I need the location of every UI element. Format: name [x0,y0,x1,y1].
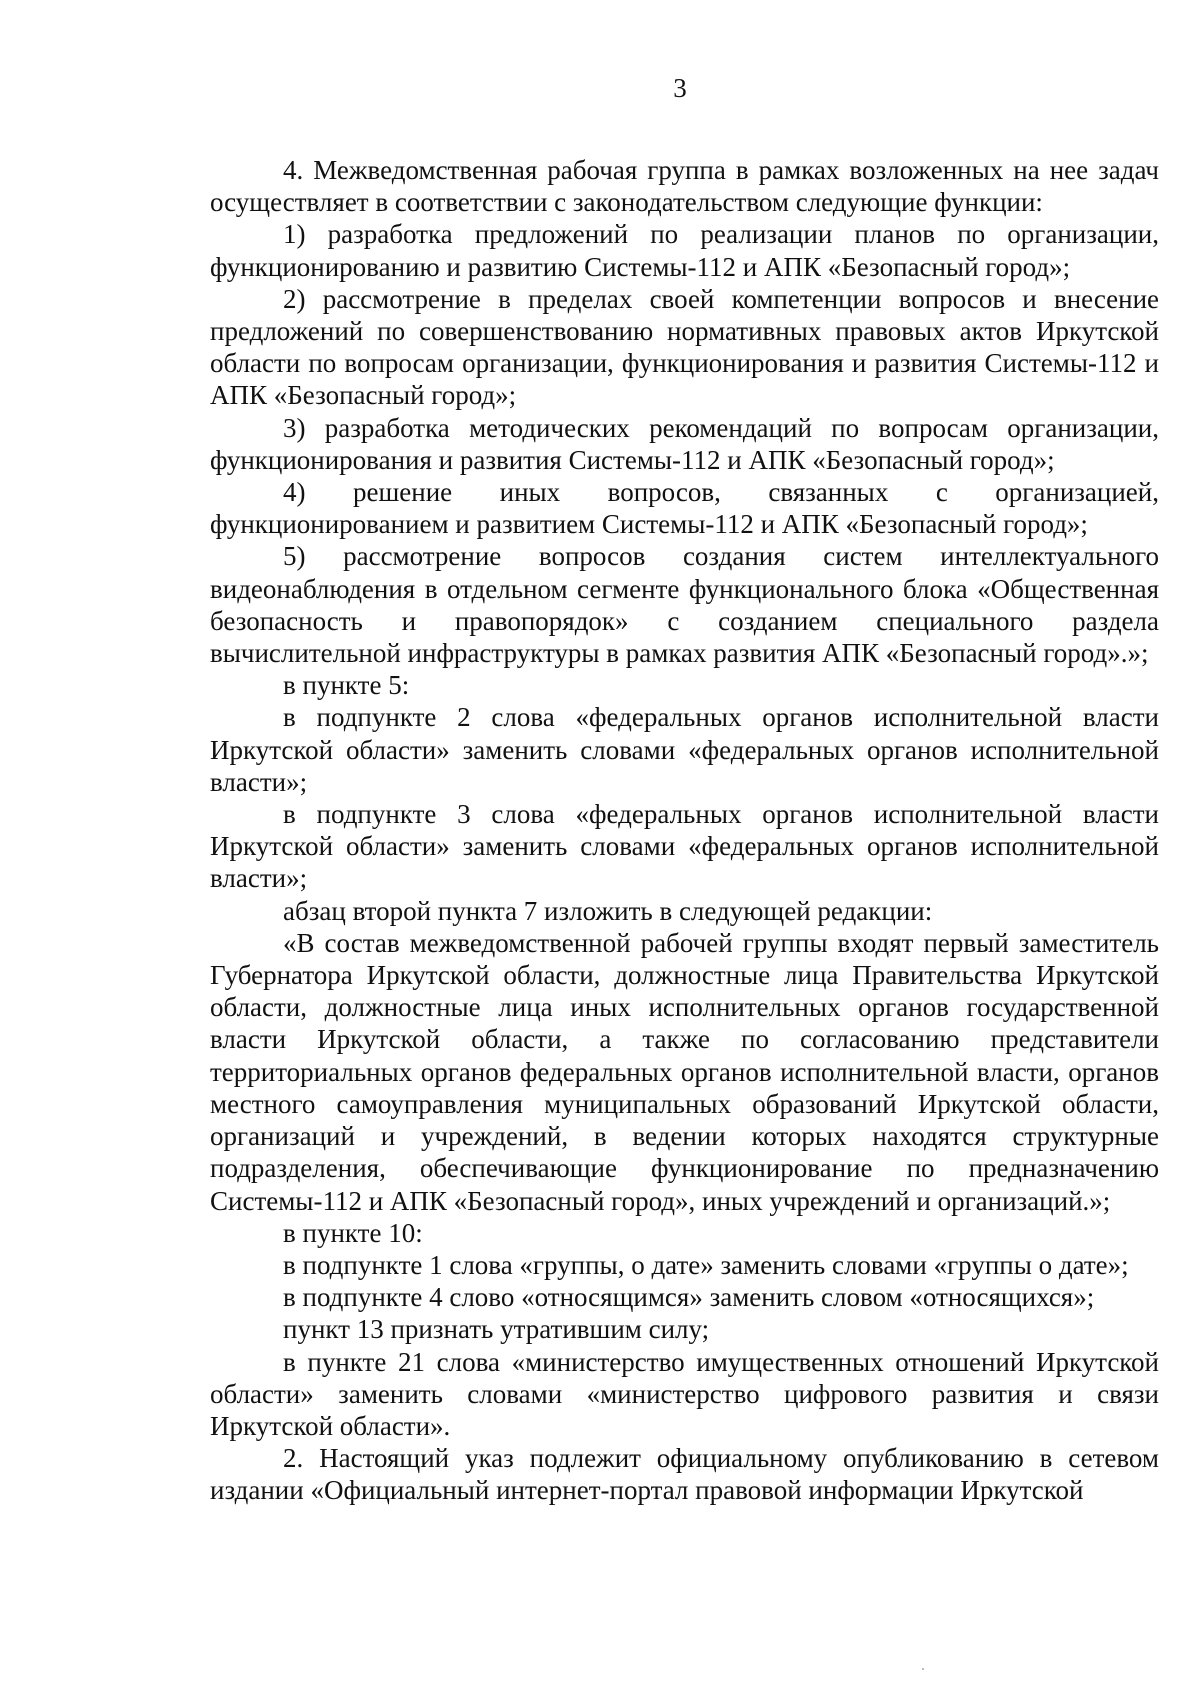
paragraph-point-13: пункт 13 признать утратившим силу; [283,1314,710,1345]
paragraph-item-4-functions: 4. Межведомственная рабочая группа в рамках возложенных на нее задач осуществляет в соответствии с законодательством следующие функции: [210,155,1159,218]
paragraph-point-10-sub-1: в подпункте 1 слова «группы, о дате» заменить словами «группы о дате»; [283,1249,1129,1280]
paragraph-subitem-4: 4) решение иных вопросов, связанных с организацией, функционированием и развитием Системы-112 и АПК «Безопасный город»; [210,477,1159,540]
paragraph-point-7-new-text: «В состав межведомственной рабочей группы входят первый заместитель Губернатора Иркутской области, должностные лица Правительства Иркутской области, должностные лица иных исполнительных органов государственной власти Иркутской области, а также по согласованию представители территориальных органов федеральных органов исполнительной власти, органов местного самоуправления муниципальных образований Иркутской области, организаций и учреждений, в ведении которых находятся структурные подразделения, обеспечивающие функционирование по предназначению Системы-112 и АПК «Безопасный город», иных учреждений и организаций.»; [210,927,1159,1216]
paragraph-subitem-2: 2) рассмотрение в пределах своей компетенции вопросов и внесение предложений по совершенствованию нормативных правовых актов Иркутской области по вопросам организации, функционирования и развития Системы-112 и АПК «Безопасный город»; [210,283,1159,411]
paragraph-subitem-5: 5) рассмотрение вопросов создания систем интеллектуального видеонаблюдения в отдельном сегменте функционального блока «Общественная безопасность и правопорядок» с созданием специального раздела вычислительной инфраструктуры в рамках развития АПК «Безопасный город».»; [210,541,1159,669]
paragraph-point-7: абзац второй пункта 7 изложить в следующей редакции: [283,895,933,926]
paragraph-point-5-sub-3: в подпункте 3 слова «федеральных органов исполнительной власти Иркутской области» заменить словами «федеральных органов исполнительной власти»; [210,799,1159,894]
paragraph-point-5-sub-2: в подпункте 2 слова «федеральных органов исполнительной власти Иркутской области» заменить словами «федеральных органов исполнительной власти»; [210,702,1159,797]
paragraph-subitem-3: 3) разработка методических рекомендаций по вопросам организации, функционирования и развития Системы-112 и АПК «Безопасный город»; [210,412,1159,475]
paragraph-point-10: в пункте 10: [283,1217,423,1248]
scan-speck [922,1668,924,1670]
paragraph-subitem-1: 1) разработка предложений по реализации планов по организации, функционированию и развитию Системы-112 и АПК «Безопасный город»; [210,219,1159,282]
page-number: 3 [673,73,687,103]
document-body [210,154,1159,1507]
paragraph-point-5: в пункте 5: [283,670,410,701]
paragraph-point-21: в пункте 21 слова «министерство имущественных отношений Иркутской области» заменить словами «министерство цифрового развития и связи Иркутской области». [210,1346,1159,1441]
paragraph-section-2: 2. Настоящий указ подлежит официальному опубликованию в сетевом издании «Официальный интернет-портал правовой информации Иркутской [210,1443,1159,1506]
paragraph-point-10-sub-4: в подпункте 4 слово «относящимся» заменить словом «относящихся»; [283,1282,1095,1313]
